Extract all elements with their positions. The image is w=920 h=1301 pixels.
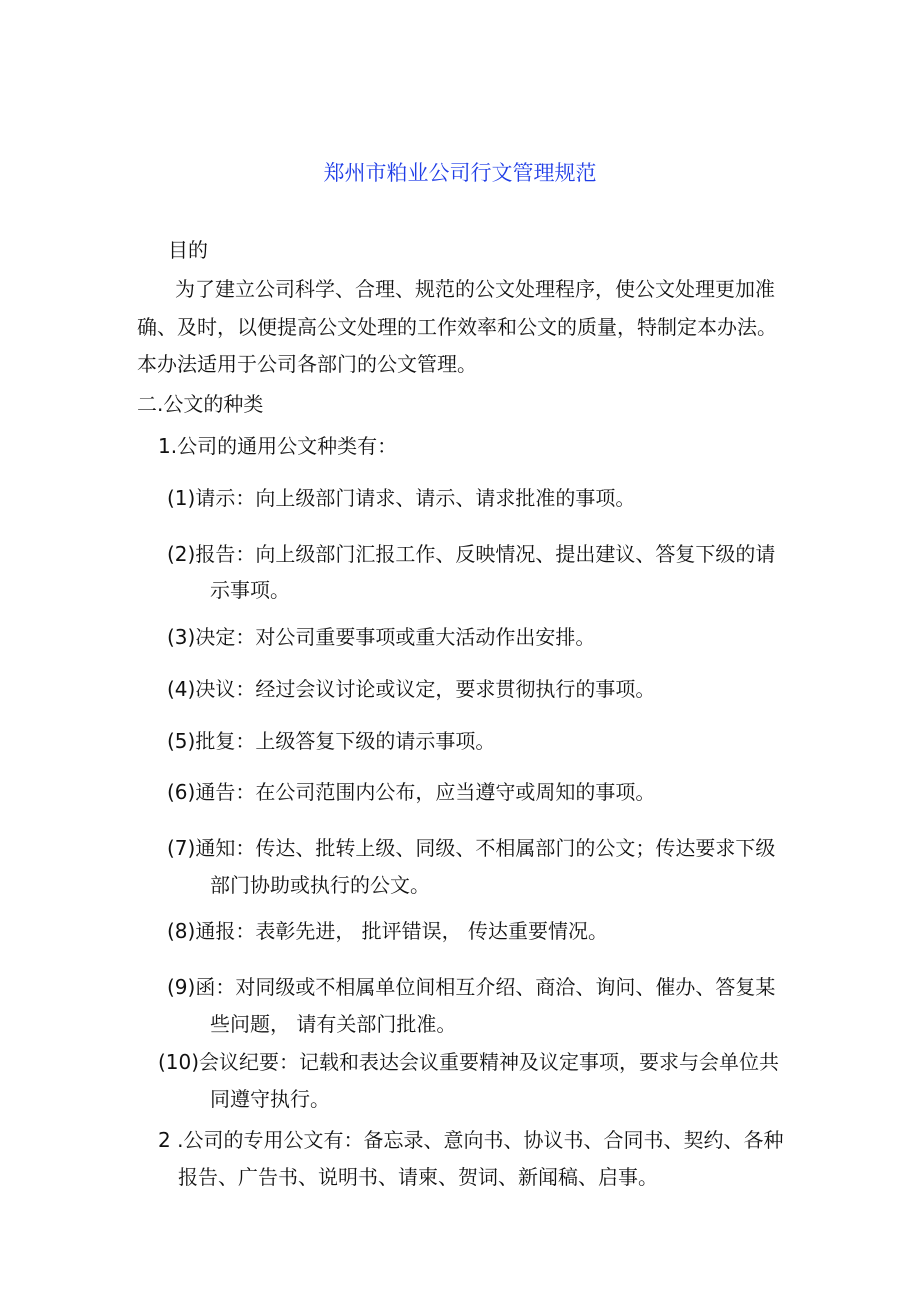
- list-item: (3)决定：对公司重要事项或重大活动作出安排。: [167, 625, 596, 649]
- list-item: (7)通知：传达、批转上级、同级、不相属部门的公文；传达要求下级: [167, 836, 776, 860]
- section-heading-types: 二.公文的种类: [137, 392, 264, 416]
- document-title: 郑州市粕业公司行文管理规范: [323, 161, 597, 185]
- list-item: (4)决议：经过会议讨论或议定，要求贯彻执行的事项。: [167, 677, 656, 701]
- paragraph-line: 为了建立公司科学、合理、规范的公文处理程序，使公文处理更加准: [175, 277, 775, 301]
- list-item: (10)会议纪要：记载和表达会议重要精神及议定事项，要求与会单位共: [158, 1050, 780, 1074]
- list-item: (1)请示：向上级部门请求、请示、请求批准的事项。: [167, 486, 636, 510]
- subsection-heading-general: 1.公司的通用公文种类有：: [158, 434, 398, 458]
- list-item-continuation: 同遵守执行。: [210, 1087, 330, 1111]
- paragraph-line: 确、及时，以便提高公文处理的工作效率和公文的质量，特制定本办法。: [137, 315, 777, 339]
- list-item-continuation: 示事项。: [210, 578, 290, 602]
- subsection-special: 2 .公司的专用公文有：备忘录、意向书、协议书、合同书、契约、各种: [158, 1128, 784, 1152]
- subsection-special-continuation: 报告、广告书、说明书、请柬、贺词、新闻稿、启事。: [178, 1165, 658, 1189]
- list-item-continuation: 些问题， 请有关部门批准。: [210, 1012, 457, 1036]
- list-item: (8)通报：表彰先进， 批评错误， 传达重要情况。: [167, 919, 609, 943]
- list-item: (9)函：对同级或不相属单位间相互介绍、商洽、询问、催办、答复某: [167, 975, 776, 999]
- list-item: (5)批复：上级答复下级的请示事项。: [167, 729, 496, 753]
- paragraph-line: 本办法适用于公司各部门的公文管理。: [137, 352, 477, 376]
- list-item-continuation: 部门协助或执行的公文。: [210, 873, 430, 897]
- list-item: (6)通告：在公司范围内公布，应当遵守或周知的事项。: [167, 780, 656, 804]
- list-item: (2)报告：向上级部门汇报工作、反映情况、提出建议、答复下级的请: [167, 542, 776, 566]
- section-heading-purpose: 目的: [168, 238, 208, 262]
